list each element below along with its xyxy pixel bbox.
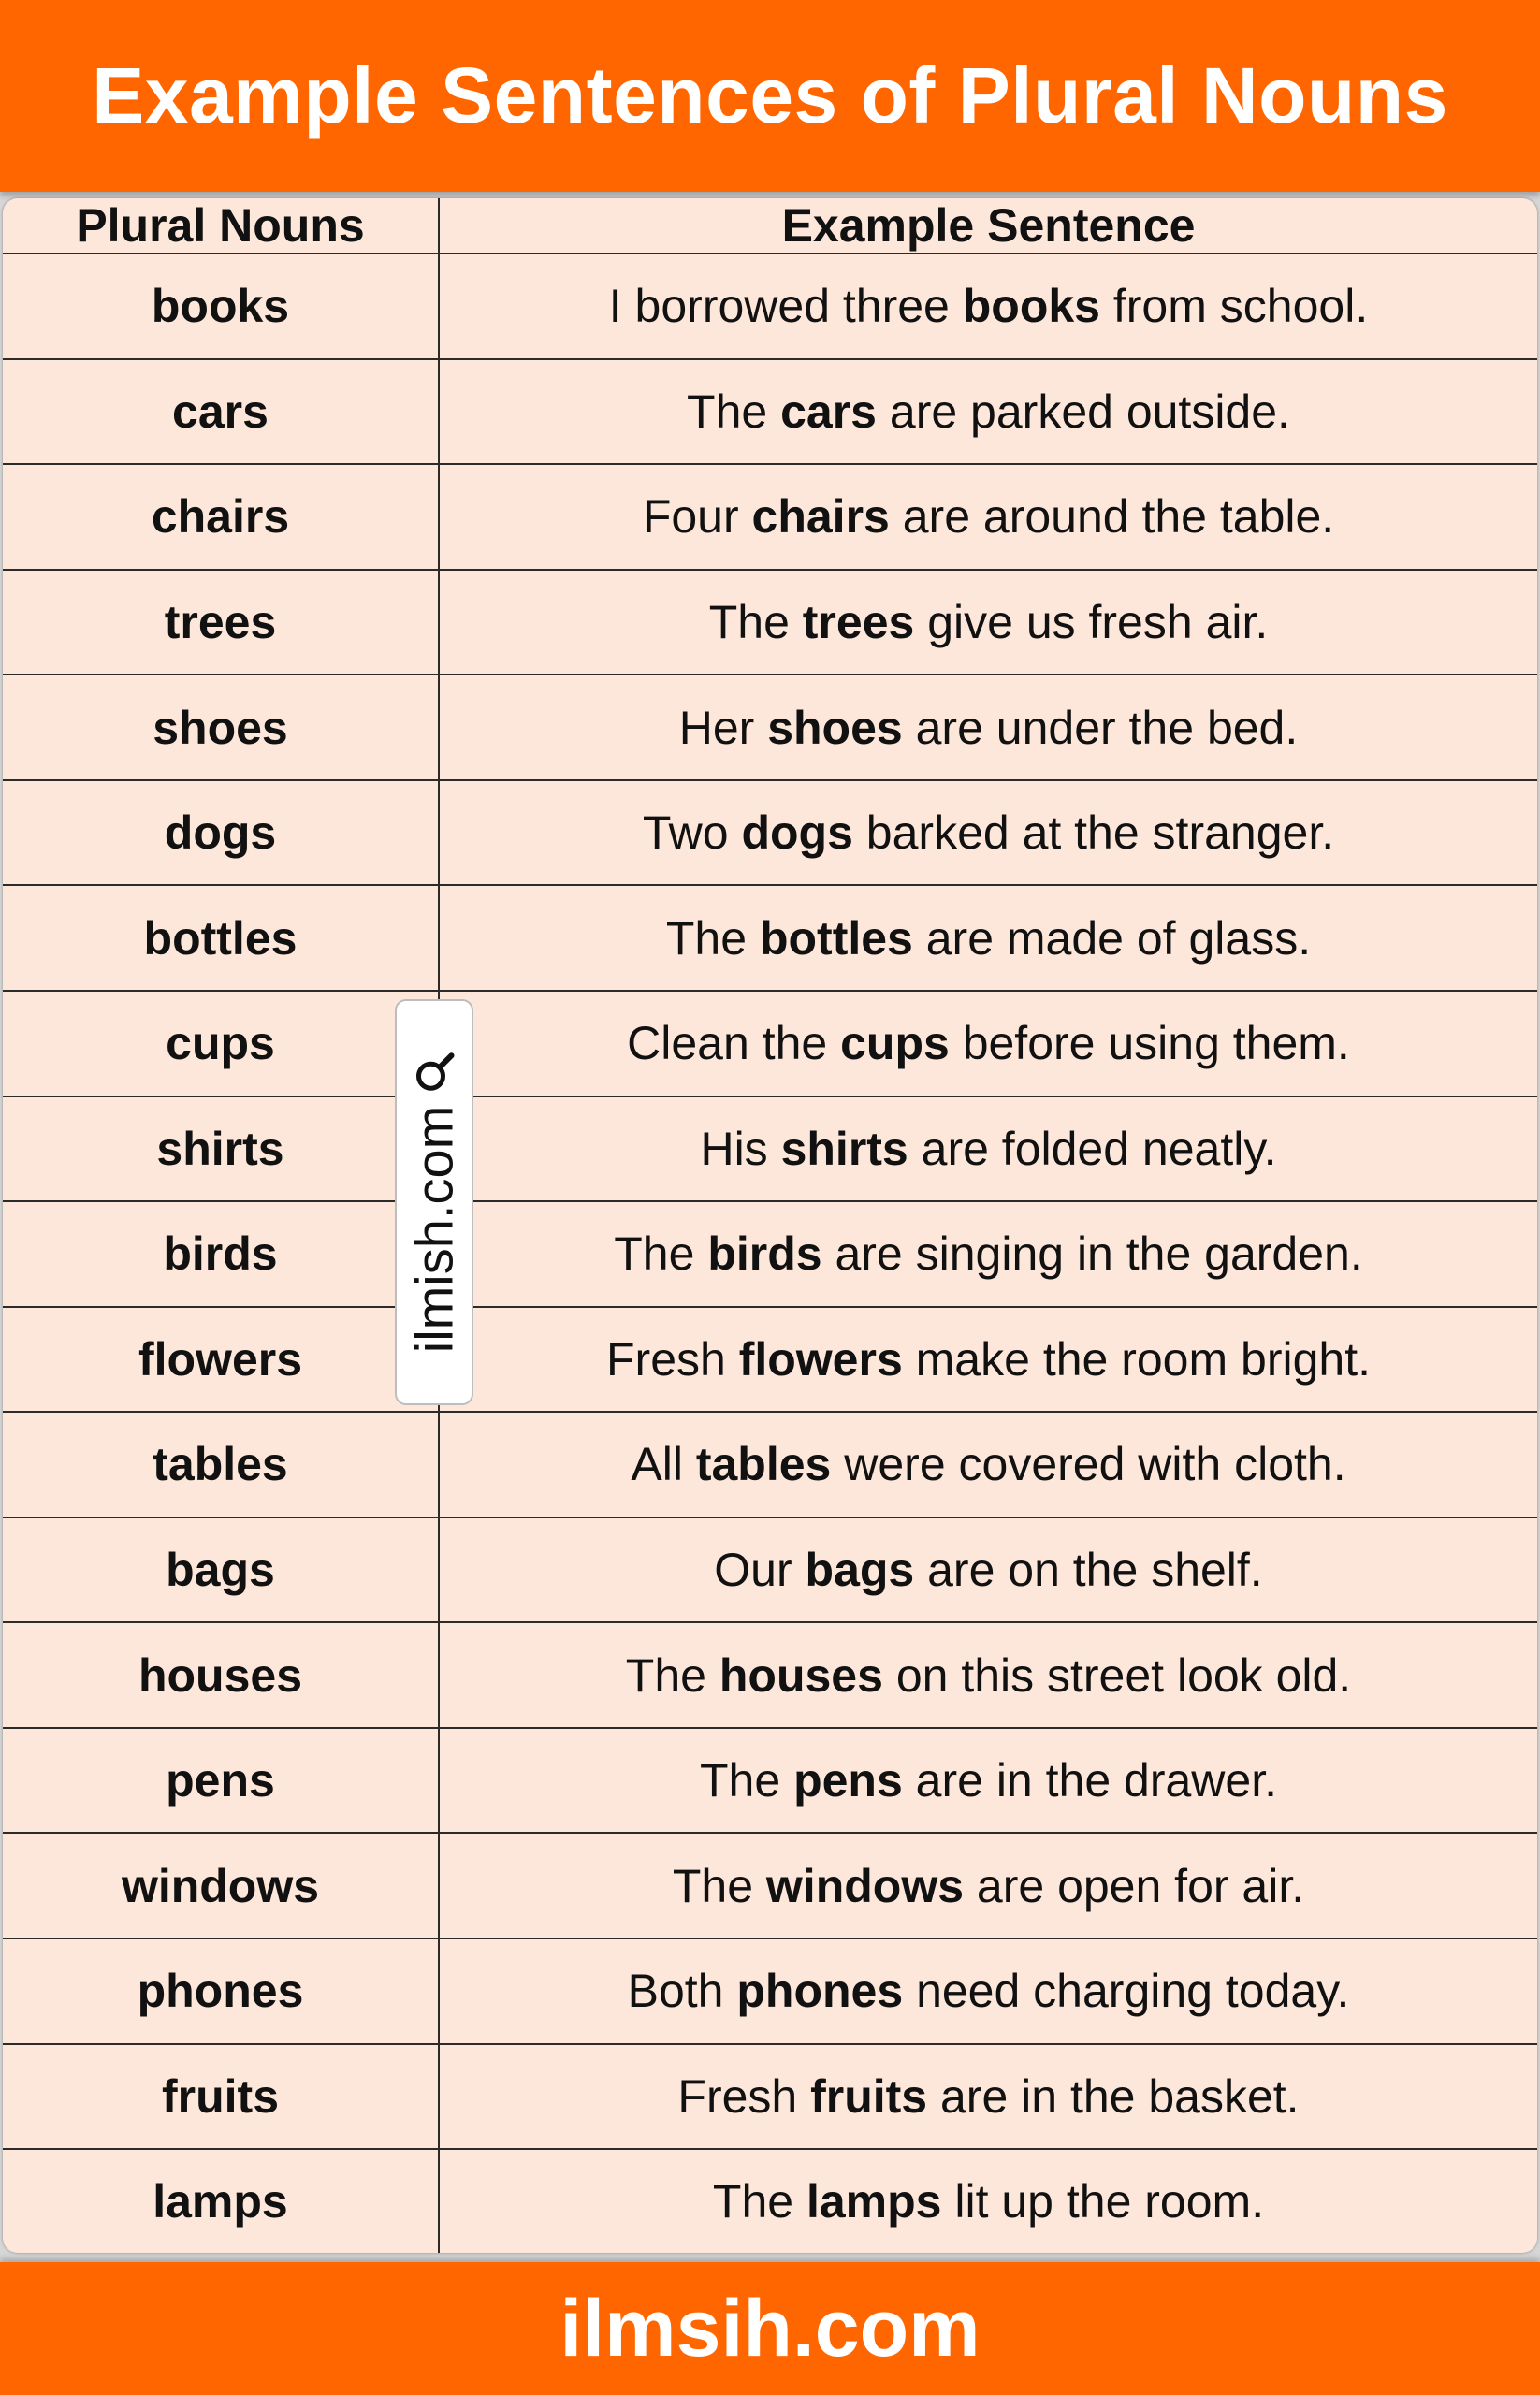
sentence-text-before: Both [627,1965,737,2018]
table-row [3,780,1537,886]
example-sentence-cell [439,1096,1537,1202]
table-row [3,1622,1537,1728]
table-row [3,2149,1537,2253]
table-row [3,570,1537,675]
example-sentence-cell [439,254,1537,359]
example-sentence-cell [439,2149,1537,2253]
sentence-text-after: make the room bright. [902,1332,1371,1386]
sentence-text-after: on this street look old. [882,1648,1352,1702]
table-row [3,1412,1537,1517]
sentence-text-before: Fresh [677,2069,811,2123]
plural-noun-cell: bottles [3,885,439,991]
sentence-text-before: The [712,2175,806,2228]
sentence-highlighted-noun: bottles [759,911,913,965]
table-row [3,885,1537,991]
footer-banner [0,2262,1540,2395]
table-row [3,675,1537,780]
plural-noun-cell: birds [3,1201,439,1307]
example-sentence-cell [439,1833,1537,1938]
sentence-text-before: The [625,1648,719,1702]
plural-noun-cell: cups [3,991,439,1096]
sentence-highlighted-noun: pens [793,1754,903,1807]
plural-noun-cell: dogs [3,780,439,886]
watermark-badge [395,999,473,1405]
page-title: Example Sentences of Plural Nouns [92,51,1448,139]
sentence-highlighted-noun: trees [802,595,915,648]
sentence-text-after: are in the basket. [927,2069,1300,2123]
sentence-highlighted-noun: tables [695,1438,832,1491]
sentence-text-after: lit up the room. [941,2175,1265,2228]
sentence-highlighted-noun: lamps [806,2175,942,2228]
sentence-highlighted-noun: chairs [751,490,890,544]
example-sentence-cell [439,1412,1537,1517]
example-sentence-cell [439,991,1537,1096]
example-sentence-cell [439,570,1537,675]
example-sentence-cell [439,1517,1537,1623]
column-header-sentence: Example Sentence [439,198,1537,254]
sentence-text-after: give us fresh air. [914,595,1269,648]
plural-noun-cell: bags [3,1517,439,1623]
sentence-text-before: Our [714,1544,806,1597]
watermark-text: ilmish.com [404,1105,464,1354]
sentence-highlighted-noun: bags [805,1544,915,1597]
sentence-text-before: His [700,1122,781,1175]
plural-noun-cell: windows [3,1833,439,1938]
sentence-highlighted-noun: phones [736,1965,904,2018]
table-row [3,1517,1537,1623]
table-header-row [3,198,1537,254]
plural-noun-cell: houses [3,1622,439,1728]
sentence-text-after: before using them. [949,1017,1350,1070]
sentence-highlighted-noun: cars [780,385,877,438]
plural-noun-cell: chairs [3,464,439,570]
sentence-text-before: The [614,1227,708,1281]
table-row [3,1833,1537,1938]
plural-noun-cell: shoes [3,675,439,780]
sentence-text-before: The [708,595,803,648]
plural-noun-cell: books [3,254,439,359]
sentence-text-after: are parked outside. [877,385,1290,438]
sentence-text-after: are in the drawer. [902,1754,1277,1807]
sentence-text-before: Fresh [606,1332,739,1386]
table-row [3,2044,1537,2150]
table-row [3,1728,1537,1834]
sentence-text-before: Clean the [627,1017,841,1070]
sentence-text-before: The [687,385,781,438]
sentence-highlighted-noun: windows [765,1859,965,1912]
example-sentence-cell [439,1728,1537,1834]
plural-noun-cell: fruits [3,2044,439,2150]
sentence-text-before: All [631,1438,696,1491]
sentence-highlighted-noun: birds [707,1227,822,1281]
plural-nouns-table [3,198,1537,2253]
sentence-text-after: need charging today. [903,1965,1350,2018]
sentence-highlighted-noun: flowers [738,1332,903,1386]
sentence-text-after: are made of glass. [912,911,1312,965]
magnifier-icon [414,1052,455,1093]
sentence-text-after: are folded neatly. [908,1122,1277,1175]
plural-noun-cell: lamps [3,2149,439,2253]
sentence-text-after: are around the table. [889,490,1335,544]
sentence-text-after: from school. [1100,280,1369,333]
sentence-text-before: The [700,1754,794,1807]
table-row [3,1307,1537,1413]
plural-noun-cell: shirts [3,1096,439,1202]
plural-noun-cell: phones [3,1938,439,2044]
sentence-highlighted-noun: fruits [810,2069,928,2123]
sentence-text-before: Two [642,806,742,860]
column-header-nouns: Plural Nouns [3,198,439,254]
sentence-text-after: were covered with cloth. [831,1438,1346,1491]
sentence-highlighted-noun: shoes [767,701,903,754]
table-row [3,991,1537,1096]
sentence-text-after: barked at the stranger. [852,806,1335,860]
table-row [3,1096,1537,1202]
example-sentence-cell [439,780,1537,886]
sentence-text-before: The [665,911,760,965]
example-sentence-cell [439,675,1537,780]
plural-noun-cell: pens [3,1728,439,1834]
sentence-highlighted-noun: books [962,280,1100,333]
plural-noun-cell: flowers [3,1307,439,1413]
sentence-text-after: are open for air. [964,1859,1305,1912]
sentence-highlighted-noun: shirts [780,1122,908,1175]
sentence-highlighted-noun: cups [840,1017,950,1070]
example-sentence-cell [439,2044,1537,2150]
table-row [3,254,1537,359]
sentence-text-after: are singing in the garden. [821,1227,1363,1281]
example-sentence-cell [439,1307,1537,1413]
example-sentence-cell [439,1622,1537,1728]
table-row [3,1201,1537,1307]
plural-noun-cell: tables [3,1412,439,1517]
sentence-highlighted-noun: dogs [741,806,853,860]
sentence-text-before: I borrowed three [608,280,963,333]
example-sentence-cell [439,1201,1537,1307]
example-sentence-cell [439,1938,1537,2044]
example-sentence-cell [439,359,1537,465]
sentence-text-before: The [672,1859,766,1912]
table-row [3,464,1537,570]
table-row [3,1938,1537,2044]
header-banner [0,0,1540,192]
footer-site-name: ilmsih.com [559,2283,981,2373]
sentence-text-after: are under the bed. [902,701,1299,754]
example-sentence-cell [439,464,1537,570]
table-row [3,359,1537,465]
plural-noun-cell: trees [3,570,439,675]
example-sentence-cell [439,885,1537,991]
sentence-text-before: Four [642,490,752,544]
sentence-text-after: are on the shelf. [914,1544,1263,1597]
sentence-text-before: Her [678,701,768,754]
sentence-highlighted-noun: houses [719,1648,883,1702]
plural-noun-cell: cars [3,359,439,465]
